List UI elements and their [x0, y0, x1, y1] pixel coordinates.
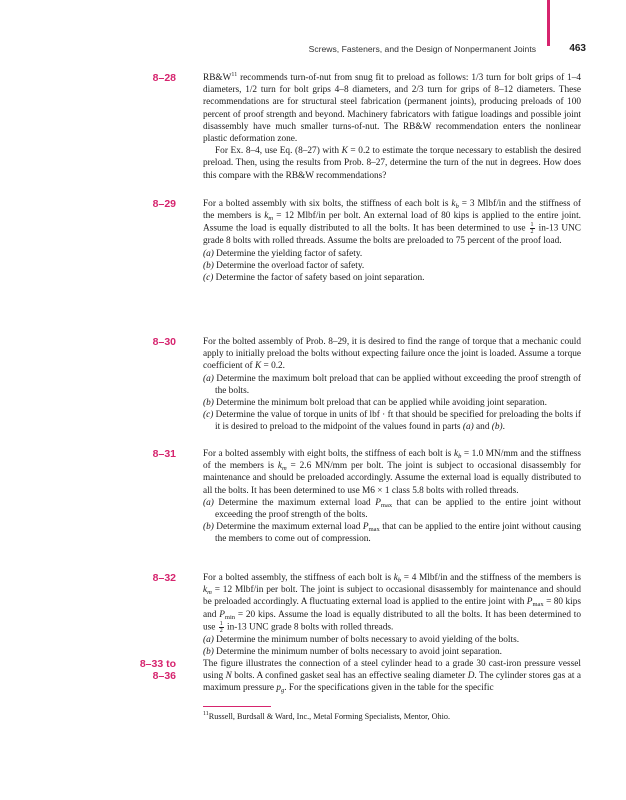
- problem-item: [203, 397, 581, 409]
- math-subscript: m: [281, 465, 287, 473]
- math-subscript: g: [280, 687, 285, 695]
- text-run: in-13 UNC grade 8 bolts with rolled threads. Assume the bolts are preloaded to 75 percent of the proof load.: [203, 224, 581, 247]
- text-run: = 20 kips. Assume the load is equally distributed to all the bolts. It has been determined to use: [203, 609, 581, 633]
- text-run: = 3 Mlbf/in and the stiffness of the members is: [203, 199, 581, 222]
- problem-body: [203, 198, 581, 284]
- text-run: = 2.6 MN/mm per bolt. The joint is subject to occasional disassembly for maintenance and should be preloaded accordingly. Assume the external load is equally distributed to all the bolts. It has been determined to use M6 × 1 class 5.8 bolts with rolled threads.: [203, 461, 581, 496]
- problem-number: 8–29: [152, 198, 176, 210]
- problem-paragraph: [203, 198, 581, 248]
- problem-number: 8–32: [152, 572, 176, 584]
- math-symbol: k: [264, 211, 269, 222]
- math-symbol: k: [453, 449, 459, 459]
- text-run: For a bolted assembly, the stiffness of each bolt is: [203, 573, 394, 583]
- text-run: = 1.0 MN/mm and the stiffness of the members is: [203, 449, 582, 472]
- fraction: [530, 222, 535, 235]
- fraction-denominator: 2: [219, 627, 223, 634]
- math-symbol: k: [277, 461, 282, 472]
- footnote-rule: [203, 706, 271, 707]
- text-run: .: [502, 422, 505, 433]
- problem-number-line: 8–33 to: [139, 658, 176, 670]
- item-text: Determine the minimum bolt preload that can be applied while avoiding joint separation.: [213, 398, 547, 409]
- math-subscript: m: [268, 215, 274, 223]
- item-text: Determine the factor of safety based on joint separation.: [213, 273, 425, 284]
- problem-body: [203, 336, 581, 434]
- item-label: (a): [203, 373, 214, 384]
- problem-item: [203, 260, 581, 272]
- math-subscript: min: [224, 613, 236, 621]
- problem-item: [203, 634, 581, 646]
- problem-paragraph: [203, 658, 581, 695]
- item-label: (a): [203, 634, 214, 645]
- item-text: Determine the value of torque in units of lbf · ft that should be specified for preloading the bolts if it is desired to preload to the midpoint of the values found in parts: [213, 410, 581, 433]
- math-subscript: b: [397, 577, 402, 584]
- footnote-ref: 11: [231, 72, 238, 78]
- problem-body: [203, 448, 581, 546]
- item-text: Determine the maximum external load: [213, 497, 376, 508]
- math-symbol: k: [451, 199, 456, 209]
- item-label: (a): [203, 248, 214, 259]
- footnote-mark: 11: [203, 711, 209, 717]
- math-symbol: P: [375, 497, 381, 508]
- problem-body: [203, 72, 581, 182]
- problem-item: [203, 646, 581, 658]
- problem-paragraph: [203, 572, 581, 634]
- problem-item: [203, 521, 581, 545]
- footnote: [203, 712, 583, 722]
- text-run: For a bolted assembly with six bolts, the stiffness of each bolt is: [203, 199, 452, 209]
- problem-item: [203, 272, 581, 284]
- item-text: Determine the overload factor of safety.: [213, 260, 365, 271]
- problem-item: [203, 248, 581, 260]
- text-run: For Ex. 8–4, use Eq. (8–27) with: [215, 146, 342, 157]
- item-label: (c): [203, 273, 214, 284]
- item-text: Determine the maximum external load: [213, 522, 363, 533]
- item-label: (b): [203, 647, 214, 658]
- fraction-numerator: 1: [219, 620, 223, 627]
- item-text: that can be applied to the entire joint without causing the members to come out of compression.: [215, 522, 581, 545]
- text-run: The figure illustrates the connection of a steel cylinder head to a grade 30 cast-iron pressure vessel using: [203, 659, 581, 682]
- text-run: = 12 Mlbf/in per bolt. The joint is subject to occasional disassembly for maintenance and should be preloaded accordingly. A fluctuating external load is applied to the entire joint with: [203, 585, 581, 608]
- math-symbol: K: [254, 361, 262, 372]
- math-subscript: max: [368, 526, 380, 534]
- item-label: (a): [203, 497, 214, 508]
- item-text: Determine the yielding factor of safety.: [213, 248, 363, 259]
- part-reference: (a): [462, 422, 474, 433]
- text-run: and: [473, 422, 492, 433]
- math-subscript: b: [458, 453, 462, 460]
- header-accent-bar: [547, 0, 550, 46]
- math-symbol: K: [341, 146, 348, 157]
- problem-body: [203, 658, 581, 695]
- item-label: (b): [203, 398, 214, 409]
- item-text: Determine the minimum number of bolts necessary to avoid yielding of the bolts.: [213, 634, 520, 645]
- text-run: bolts. A confined gasket seal has an effective sealing diameter: [231, 671, 468, 682]
- text-run: in-13 UNC grade 8 bolts with rolled threads.: [224, 622, 394, 633]
- math-symbol: P: [219, 609, 225, 620]
- item-label: (c): [203, 410, 214, 421]
- problem-number: 8–30: [152, 336, 176, 348]
- math-symbol: P: [526, 597, 533, 608]
- fraction-denominator: 2: [530, 229, 534, 236]
- math-subscript: max: [380, 501, 393, 509]
- item-label: (b): [203, 522, 214, 533]
- text-run: RB&W: [203, 73, 232, 83]
- problem-item: [203, 373, 581, 397]
- problem-item: [203, 497, 581, 521]
- item-text: that can be applied to the entire joint without exceeding the proof strength of the bolts.: [215, 497, 581, 521]
- text-run: = 12 Mlbf/in per bolt. An external load of 80 kips is applied to the entire joint. Assume the load is equally distributed to all the bolts. It has been determined to use: [203, 211, 581, 235]
- text-run: For a bolted assembly with eight bolts, the stiffness of each bolt is: [203, 449, 454, 459]
- text-run: = 4 Mlbf/in and the stiffness of the members is: [401, 573, 581, 583]
- text-run: = 80 kips and: [203, 597, 582, 620]
- text-run: recommends turn-of-nut from snug fit to preload as follows: 1/3 turn for bolt grips of 1–4 diameters, 1/2 turn for bolt grips 4–8 diameters, and 2/3 turn for grips of 8–12 diameters. These recommendations are for structural steel fabrication (permanent joints), producing preloads of 100 percent of proof strength and beyond. Machinery fabricators with fatigue loadings and possible joint disassembly have much smaller turns-of-nut. The RB&W recommendation enters the nonlinear plastic deformation zone.: [203, 73, 581, 145]
- page-number: 463: [569, 43, 586, 54]
- math-symbol: N: [225, 671, 232, 682]
- fraction: [219, 621, 224, 634]
- page-header: [0, 44, 626, 58]
- math-symbol: p: [276, 683, 281, 694]
- text-run: . The cylinder stores gas at a maximum pressure: [203, 671, 581, 694]
- item-text: Determine the minimum number of bolts necessary to avoid joint separation.: [213, 647, 502, 658]
- fraction-numerator: 1: [530, 222, 534, 229]
- text-run: = 0.2.: [261, 361, 286, 372]
- problem-number: [140, 658, 176, 682]
- problem-paragraph: [203, 448, 581, 497]
- running-title: Screws, Fasteners, and the Design of Nonpermanent Joints: [308, 44, 536, 54]
- item-text: Determine the maximum bolt preload that can be applied without exceeding the proof strength of the bolts.: [213, 373, 581, 396]
- math-symbol: D: [467, 671, 475, 682]
- problem-body: [203, 572, 581, 658]
- problem-number: 8–28: [152, 72, 176, 84]
- problem-item: [203, 409, 581, 433]
- math-subscript: max: [532, 601, 544, 609]
- text-run: . For the specifications given in the table for the specific: [284, 683, 494, 694]
- problem-number-line: 8–36: [152, 670, 176, 683]
- problem-paragraph: [203, 72, 581, 145]
- text-run: For the bolted assembly of Prob. 8–29, it is desired to find the range of torque that a mechanic could apply to initially preload the bolts without expecting failure once the joint is loaded. Assume a torque coefficient of: [203, 337, 581, 372]
- text-run: = 0.2 to estimate the torque necessary to establish the desired preload. Then, using the results from Prob. 8–27, determine the turn of the nut in degrees. How does this compare with the RB&W recommendations?: [203, 146, 581, 181]
- item-label: (b): [203, 260, 214, 271]
- math-symbol: P: [362, 522, 369, 533]
- math-subscript: m: [207, 589, 212, 597]
- footnote-text: Russell, Burdsall & Ward, Inc., Metal Forming Specialists, Mentor, Ohio.: [208, 712, 451, 721]
- problem-paragraph: [203, 145, 581, 182]
- part-reference: (b): [491, 422, 503, 433]
- math-subscript: b: [455, 203, 459, 210]
- problem-paragraph: [203, 336, 581, 373]
- problem-number: 8–31: [152, 448, 176, 460]
- math-symbol: k: [203, 585, 208, 596]
- math-symbol: k: [393, 573, 398, 583]
